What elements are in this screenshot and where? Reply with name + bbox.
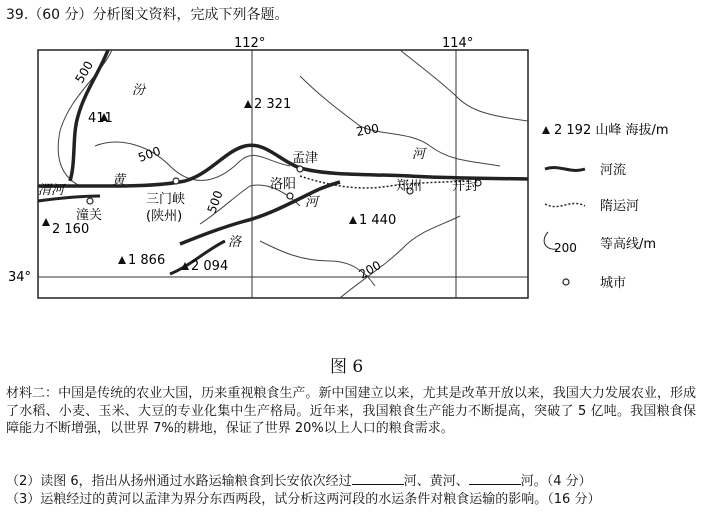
legend-canal-label: 隋运河 xyxy=(600,199,640,214)
contour-south-inner xyxy=(260,241,375,286)
legend-city-icon xyxy=(563,279,569,285)
city-mengjin-label: 孟津 xyxy=(292,151,319,166)
map-svg xyxy=(0,36,708,336)
contour-200-ne xyxy=(400,50,528,121)
legend-river-icon xyxy=(545,168,585,171)
peak-2321-label: 2 321 xyxy=(254,97,292,112)
river-luo-upper-label: 河 xyxy=(305,195,319,210)
legend-peak-icon xyxy=(542,126,550,134)
sub-question-3: （3）运粮经过的黄河以孟津为界分东西两段，试分析这两河段的水运条件对粮食运输的影响。（16 分） xyxy=(6,492,601,507)
q2-text-part2: 河、黄河、 xyxy=(403,474,469,489)
legend-canal-icon xyxy=(545,203,585,206)
city-tongguan-marker xyxy=(87,198,93,204)
peak-2160-label: 2 160 xyxy=(52,222,90,237)
city-sanmenxia-label: 三门峡 xyxy=(146,192,186,207)
city-shanzhou-label: (陕州) xyxy=(146,209,183,224)
city-luoyang-marker xyxy=(287,193,293,199)
lat-34: 34° xyxy=(8,270,32,285)
contour-label-200b: 200 xyxy=(356,258,384,282)
question-header: 39.（60 分）分析图文资料，完成下列各题。 xyxy=(6,7,289,23)
peak-1866-marker xyxy=(118,256,126,264)
contour-label-500c: 500 xyxy=(204,188,226,216)
q2-text-part3: 河。（4 分） xyxy=(520,474,592,489)
river-luo xyxy=(180,182,340,244)
material-two xyxy=(6,385,696,438)
legend-contour-label: 等高线/m xyxy=(600,237,657,252)
q2-blank-2[interactable] xyxy=(469,472,521,485)
contour-200-north xyxy=(300,76,500,166)
peak-1866-label: 1 866 xyxy=(128,253,166,268)
river-huang-label: 黄 xyxy=(112,173,126,188)
legend-contour-value: 200 xyxy=(554,241,577,255)
city-luoyang-label: 洛阳 xyxy=(270,177,297,192)
legend-city-label: 城市 xyxy=(600,276,627,291)
city-tongguan-label: 潼关 xyxy=(76,208,103,223)
map-figure xyxy=(0,36,708,336)
lon-114: 114° xyxy=(442,36,474,51)
sub-question-2 xyxy=(6,472,696,491)
q2-blank-1[interactable] xyxy=(352,472,404,485)
legend-peak-label: 2 192 山峰 海拔/m xyxy=(554,123,669,138)
peak-1440-marker xyxy=(349,216,357,224)
map-legend xyxy=(542,122,669,291)
river-wei-label: 渭河 xyxy=(38,183,65,198)
city-mengjin-marker xyxy=(297,166,303,172)
peak-411-label: 411 xyxy=(88,111,113,126)
contour-label-200a: 200 xyxy=(355,121,381,139)
peak-1440-label: 1 440 xyxy=(359,213,397,228)
legend-river-label: 河流 xyxy=(600,163,627,178)
city-kaifeng-label: 开封 xyxy=(452,179,479,194)
city-sanmenxia-marker xyxy=(173,178,179,184)
peak-2321-marker xyxy=(244,100,252,108)
lon-112: 112° xyxy=(234,36,266,51)
material-two-text: 材料二：中国是传统的农业大国，历来重视粮食生产。新中国建立以来，尤其是改革开放以来，我国大力发展农业，形成了水稻、小麦、玉米、大豆的专业化集中生产格局。近年来，我国粮食生产能力不断提高，突破了 5 亿吨。我国粮食保障能力不断增强，以世界 7%的耕地，保证了世界 20%以上人口的粮食需求。 xyxy=(6,386,696,436)
river-luo-lower-label: 洛 xyxy=(228,235,242,250)
river-fen-label: 汾 xyxy=(132,83,146,98)
peak-2160-marker xyxy=(42,218,50,226)
river-huang-east-label: 河 xyxy=(412,147,426,162)
figure-caption: 图 6 xyxy=(330,357,364,377)
contour-label-500a: 500 xyxy=(72,58,97,86)
city-zhengzhou-label: 郑州 xyxy=(396,179,423,194)
q2-text-part1: （2）读图 6，指出从扬州通过水路运输粮食到长安依次经过 xyxy=(6,474,352,489)
peak-2094-label: 2 094 xyxy=(191,259,229,274)
contour-label-500b: 500 xyxy=(136,143,163,165)
contour-200-south xyxy=(340,216,460,298)
